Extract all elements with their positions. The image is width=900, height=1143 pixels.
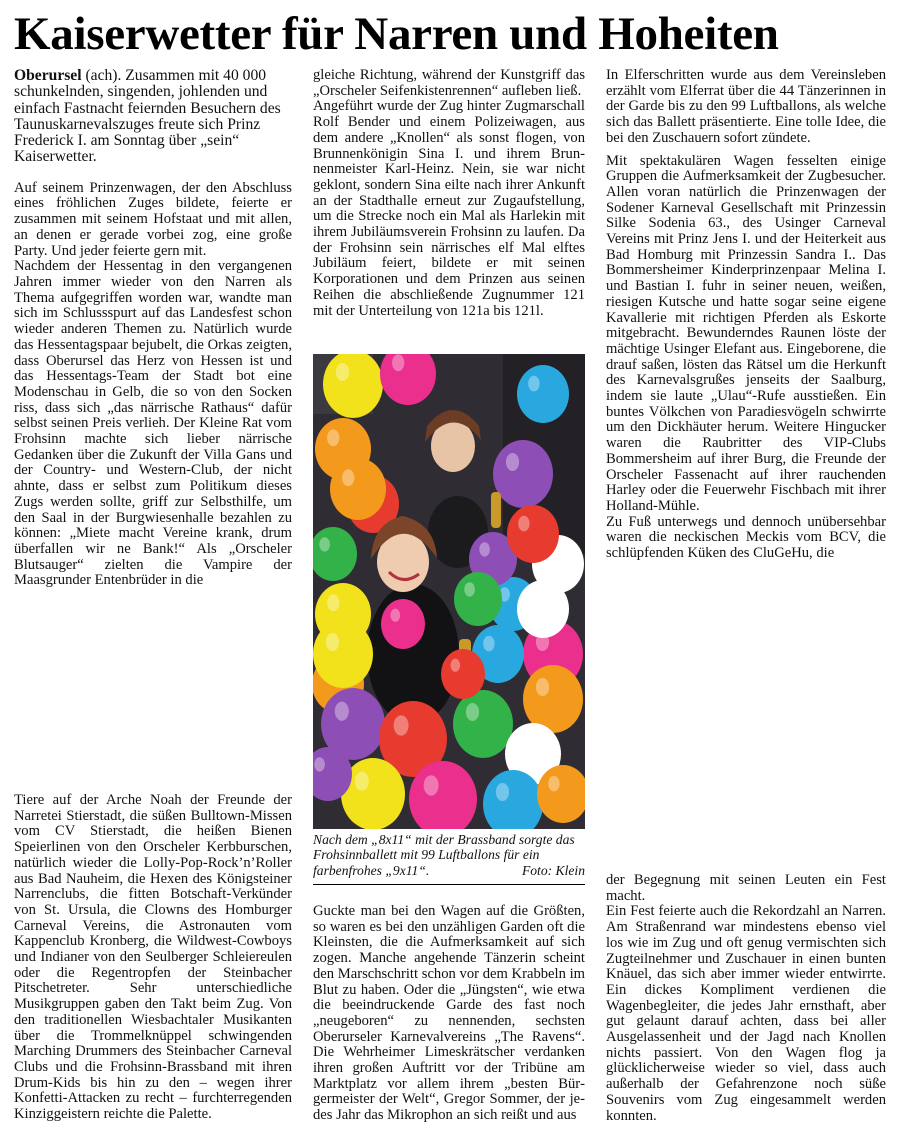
balloon [517,580,569,638]
balloon-highlight [464,582,475,596]
lead-paragraph [14,68,292,166]
balloon-highlight [466,703,479,721]
balloon-highlight [496,783,509,801]
balloon-highlight [536,678,549,696]
balloon-highlight [450,659,460,672]
balloon-highlight [483,636,494,652]
col1-paragraph-1: Auf seinem Prinzenwagen, der den Abschluss eines fröhlichen Zuges bildete, feierte er zusammen mit seinem Hofstaat und mit allen, an denen er gerade vorbei zog, eine große Party. Und jeder feierte gern mit. [14,179,292,259]
bottom-column-2 [313,904,585,1140]
balloon [507,505,559,563]
balloon-highlight [326,633,339,651]
bottom-column-3 [606,873,886,1139]
balloon-highlight [355,772,369,791]
headline: Kaiserwetter für Narren und Hoheiten [14,8,779,60]
photo-caption [313,832,585,878]
balloon-highlight [390,609,400,622]
bottom3-paragraph-2: Ein Fest feierte auch die Rekordzahl an Narren. Am Straßenrand war mindestens ebenso viel los wie im Zug und oft genug vermischten sich Zugteilnehmer und Zuschauer in einen bunten Knäuel, das sich aber immer wieder entwirrte. Ein dickes Kompliment verdienen die Wagenbegleiter, die jedes Jahr ernsthaft, aber gut gelaunt darauf achten, dass bei aller Ausgelassenheit und der Jagd nach Knollen nichts passiert. Von den Wagen flog ja glücklicherweise wieder so viel, dass auch außerhalb der Gefahrenzone noch süße Souvenirs vom Zug eingesammelt werden konnten. [606,903,886,1124]
balloon-highlight [335,702,349,721]
balloon [441,649,485,699]
balloon-highlight [319,537,330,551]
balloon [330,458,386,520]
balloon-highlight [424,775,439,795]
bottom2-paragraph: Guckte man bei den Wagen auf die Größten, so waren es bei den unzähligen Garden oft die Kleinsten, die die Aufmerksamkeit auf sich zogen. Manche angehende Tänzerin scheint den Marschschritt schon vor dem Krabbeln im Blut zu haben. Oder die „Jüngsten“, wie etwa die beeindruckende Garde des fast noch „neugeboren“ zu nennenden, sechsten Oberurseler Karnevalvereins „The Ravens“. Die Wehrheimer Limeskrätscher verdanken ihren großen Auftritt vor der Tribüne am Marktplatz vor allem ihrem „besten Bürgermeister der Welt“, Gregor Sommer, der jedes Jahr das Mikrophon an sich reißt und aus [313,904,585,1124]
balloon-highlight [392,354,404,371]
balloon-highlight [528,591,539,607]
balloon-highlight [327,429,339,446]
col1-paragraph-2: Nachdem der Hessentag in den vergangenen Jahren immer wieder von den Narren als Thema aufgegriffen worden war, wandte man sich im Schlussspurt auf das Landesfest schon wieder anderen Themen zu. Natürlich wurde das Hessentagspaar bejubelt, die Orkas zeigten, dass Oberursel das Herz von Hessen ist und das Hessentags-Team der Stadt bot eine Modenschau in Gelb, die so von den Socken riss, dass sich „das närrische Rathaus“ dafür selbst seinen Preis verlieh. Der Kleine Rat vom Frohsinn machte sich lieber närrische Gedanken über die Zukunft der Villa Gans und der Country- und Western-Club, der nicht ahnte, dass er selbst zum Politikum dieses Zugs werden sollte, griff zur Selbsthilfe, um den Saal in der Burgwiesenhalle bezahlen zu können: „Miete macht Vereine krank, drum überfallen wir ne Bank!“ Als „Orscheler Blutsauger“ zielten die Vampire der Maasgrunder Entenbrüder in die [14,258,292,589]
balloon-highlight [314,757,325,771]
lead-place: Oberursel [14,68,82,84]
bottom1-paragraph: Tiere auf der Arche Noah der Freunde der Narretei Stierstadt, die süßen Bulltown-Missen vom CV Stierstadt, die heißen Bienen Speierlinen von den Orscheler Kerbburschen, natürlich wieder die Lolly-Pop-Rock’n’Roller aus Bad Nauheim, die Hexen des Königsteiner Narrenclubs, die fitten Botschaft-Verkünder von St. Ursula, die Clowns des Homburger Carneval Vereins, die Astronauten vom Kappenclub Kronberg, die Wildwest-Cowboys und Indianer von den Seulberger Schleiereulen oder die Regentropfen der Steinbacher Pitschetreter. Sehr unterschiedliche Musikgruppen gaben den Takt beim Zug. Von den traditionellen Wiesbachtaler Musikanten über die Trommelknüppel schwingenden Marching Drummers des Steinbacher Carneval Clubs und die Frohsinn-Brassband mit ihren Drum-Kids bis hin zu den – wegen ihrer Konfetti-Attacken zu recht – furchterregenden Kinziggeistern reichte die Palette. [14,793,292,1123]
balloon-highlight [518,516,529,532]
balloon-highlight [327,594,339,611]
col3-paragraph-1: In Elferschritten wurde aus dem Vereinsleben erzählt vom Elferrat über die 44 Tänzerinnen in der Garde bis zu den 99 Luftballons, als welche sich das Ballett präsentierte. Eine tolle Idee, die bei den Zuschauern sofort zündete. [606,68,886,146]
column-3 [606,68,886,588]
balloon-highlight [479,542,490,556]
article-photo [313,354,585,829]
column-2 [313,68,585,350]
caption-text: Nach dem „8x11“ mit der Brassband sorgte das Frohsinnballett mit 99 Luftballons für ein farbenfrohes „9x11“. [313,832,575,878]
col3-paragraph-2: Mit spektakulären Wagen fesselten einige Gruppen die Aufmerksamkeit der Zugbesucher. Allen voran natürlich die Prinzenwagen der Sodener Karneval Gesellschaft mit Prinzessin Silke Sodenia 63., des Usinger Carneval Vereins mit Prinz Jens I. und der Heiterkeit aus Bad Homburg mit Prinzessin Sandra I.. Das Bommersheimer Kinderprinzenpaar Melina I. und Bastian I. fuhr in seiner neuen, weißen, riesigen Kutsche und hatte sogar seine eigene Kavallerie mit richtigen Pferden als Eskorte mitgebracht. Bewunderndes Raunen löste der mächtige Usinger Elefant aus. Eingeborene, die drauf saßen, lösten das Rätsel um die Herkunft des Karnevalsgrußes jenseits der Saalburg, indem sie laute „Ulau“-Rufe ausstießen. Ein buntes Völkchen von Paradiesvögeln schwirrte um den Dickhäuter herum. Weitere Hingucker waren die Raubritter des VIP-Clubs Bommersheim auf ihrer Burg, die Freunde der Orscheler Fassenacht auf ihrer rauchenden Harley oder die Feuerwehr Fischbach mit ihrer Holland-Mühle. [606,152,886,514]
balloon-highlight [528,376,539,392]
balloon [523,665,583,733]
balloon [313,620,373,688]
balloon-highlight [506,453,519,471]
balloon-highlight [342,469,354,486]
balloon [453,690,513,758]
col2-paragraph-1: gleiche Richtung, während der Kunstgriff das „Orscheler Seifenkistenrennen“ aufleben ließ. [313,68,585,99]
photo-credit: Foto: Klein [521,862,585,878]
balloon [454,572,502,626]
balloon-highlight [336,363,349,381]
balloon-highlight [517,734,529,751]
balloon-ballet-photo [313,354,585,829]
col3-paragraph-3: Zu Fuß unterwegs und dennoch unübersehbar waren die neckischen Meckis vom BCV, die schlüpfenden Küken des CluGeHu, die [606,513,886,562]
bottom-column-1 [14,793,292,1139]
lead-text: (ach). Zusammen mit 40 000 schunkelnden, singenden, johlenden und einfach Fastnacht feiernden Besuchern des Taunuskarnevalszuges freute sich Prinz Frederick I. am Sonntag über „sein“ Kaiserwetter. [14,68,281,166]
column-1 [14,68,292,628]
balloon-highlight [548,776,559,792]
balloon [381,599,425,649]
balloon-highlight [394,715,409,735]
bottom3-paragraph-1: der Begegnung mit seinen Leuten ein Fest macht. [606,873,886,904]
balloon [493,440,553,508]
caption-rule [313,884,585,885]
col2-paragraph-2: Angeführt wurde der Zug hinter Zugmarschall Rolf Bender und einem Polizeiwagen, aus dem andere „Knollen“ als sonst flogen, von Brunnenkönigin Sina I. und ihrem Brunnenmeister Karl-Heinz. Nein, sie war nicht geklont, sondern Sina eilte nach ihrer Ankunft an der Stadthalle erneut zur Zugaufstellung, um die Strecke noch ein Mal als Harlekin mit ihrem Jubiläumsverein Frohsinn zu laufen. Da der Frohsinn sein närrisches elf Mal elftes Jubiläum feiert, bildete er mit seinen Korporationen und dem Prinzen aus seinen Reihen die abschließende Zugnummer 121 mit der Unterteilung von 121a bis 121l. [313,98,585,319]
balloon [517,365,569,423]
